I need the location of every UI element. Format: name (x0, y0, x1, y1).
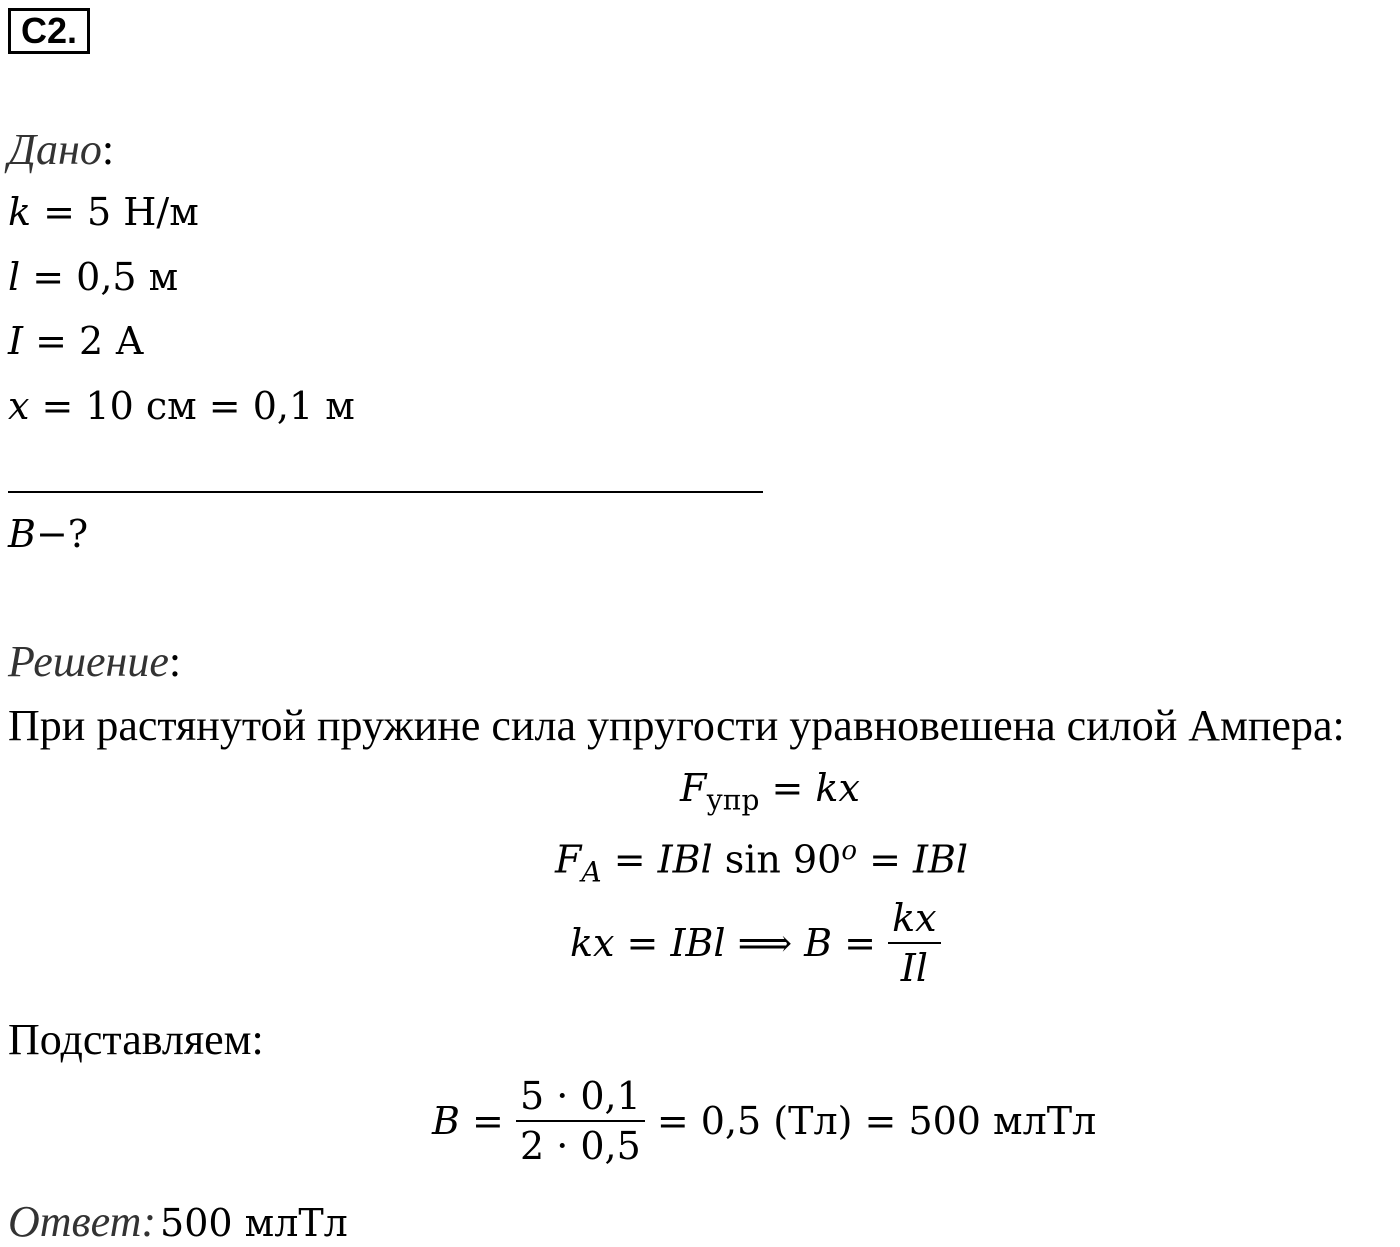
given-value: = 10 см = 0,1 м (29, 384, 355, 428)
equation-elastic-force (680, 766, 860, 817)
substitute-label: Подставляем: (8, 1015, 264, 1064)
eq4-fraction (516, 1074, 645, 1168)
given-item-x (8, 384, 355, 428)
equation-result (432, 1074, 1096, 1168)
eq2-mid: = IBl (601, 837, 725, 882)
given-var: I (8, 319, 24, 363)
eq4-num: 5 · 0,1 (519, 1074, 641, 1118)
given-var: l (8, 255, 21, 299)
given-value: = 0,5 м (20, 255, 179, 299)
solution-heading-text: Решение (8, 637, 169, 686)
given-divider (8, 491, 763, 493)
eq3-den: Il (900, 946, 928, 990)
find-var: B (8, 512, 36, 556)
eq4-lhs: B = (432, 1099, 516, 1143)
eq2-lhs: F (555, 837, 582, 882)
given-item-I (8, 319, 144, 363)
eq2-sup: o (841, 836, 857, 866)
given-var: k (8, 190, 32, 234)
find-rest: −? (35, 512, 89, 556)
eq1-lhs: F (680, 766, 707, 810)
eq3-lhs: kx = IBl ⟹ B = (570, 921, 889, 965)
eq1-sub: упр (706, 783, 760, 817)
eq4-den: 2 · 0,5 (519, 1124, 641, 1168)
problem-number-badge: C2. (8, 8, 90, 54)
eq2-fn: sin 90 (724, 837, 842, 882)
equation-ampere-force (555, 836, 968, 888)
given-value: = 2 А (23, 319, 145, 363)
eq1-rhs: = kx (759, 766, 860, 810)
given-var: x (8, 384, 30, 428)
find-quantity (8, 512, 88, 556)
given-item-l (8, 255, 178, 299)
answer-value: 500 млТл (160, 1201, 348, 1245)
eq3-num: kx (892, 896, 937, 940)
given-heading-text: Дано (8, 125, 102, 174)
solution-intro: При растянутой пружине сила упругости уравновешена силой Ампера: (8, 701, 1345, 750)
answer-label: Ответ: (8, 1197, 157, 1246)
eq4-rhs: = 0,5 (Тл) = 500 млТл (644, 1099, 1097, 1143)
given-item-k (8, 190, 199, 234)
eq2-rhs: = IBl (857, 837, 969, 882)
answer-line (8, 1196, 348, 1247)
given-heading: Дано: (8, 125, 115, 174)
solution-heading: Решение: (8, 637, 182, 686)
eq2-sub: A (581, 855, 602, 889)
equation-field-derivation (570, 896, 941, 990)
given-value: = 5 Н/м (31, 190, 199, 234)
eq3-fraction (888, 896, 940, 990)
